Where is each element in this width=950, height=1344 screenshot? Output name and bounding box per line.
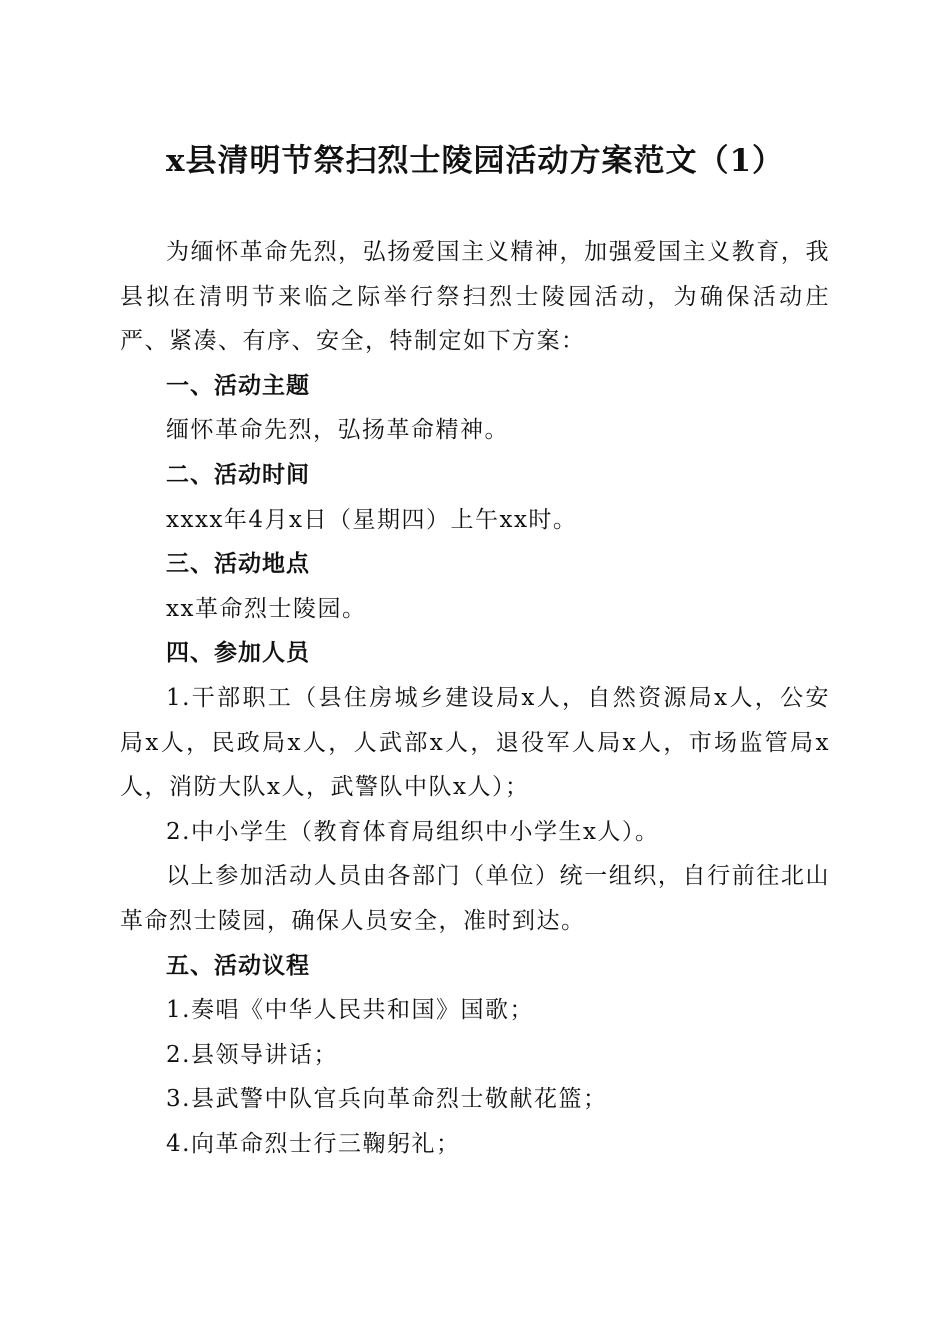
section-heading-time: 二、活动时间 [166,461,310,488]
section-paragraph: xxxx年4月x日（星期四）上午xx时。 [166,506,578,533]
document-title: x县清明节祭扫烈士陵园活动方案范文（1） [165,143,785,179]
section-heading-location: 三、活动地点 [166,551,310,578]
agenda-item: 4.向革命烈士行三鞠躬礼； [166,1130,461,1157]
section-paragraph: 2.中小学生（教育体育局组织中小学生x人）。 [166,818,660,845]
section-heading-theme: 一、活动主题 [166,372,310,399]
section-paragraph: 以上参加活动人员由各部门（单位）统一组织，自行前往北山革命烈士陵园，确保人员安全，准时到达。 [120,863,830,934]
section-paragraph: xx革命烈士陵园。 [166,595,367,622]
document-body [120,230,830,1166]
agenda-item: 1.奏唱《中华人民共和国》国歌； [166,997,534,1024]
agenda-item: 3.县武警中队官兵向革命烈士敬献花篮； [166,1086,608,1113]
section-paragraph: 缅怀革命先烈，弘扬革命精神。 [166,417,509,444]
intro-paragraph: 为缅怀革命先烈，弘扬爱国主义精神，加强爱国主义教育，我县拟在清明节来临之际举行祭扫烈士陵园活动，为确保活动庄严、紧凑、有序、安全，特制定如下方案： [120,239,830,355]
section-heading-participants: 四、参加人员 [166,640,310,667]
section-paragraph: 1.干部职工（县住房城乡建设局x人，自然资源局x人，公安局x人，民政局x人，人武部x人，退役军人局x人，市场监管局x人，消防大队x人，武警队中队x人）； [120,684,830,801]
section-heading-agenda: 五、活动议程 [166,952,310,979]
agenda-item: 2.县领导讲话； [166,1041,338,1068]
